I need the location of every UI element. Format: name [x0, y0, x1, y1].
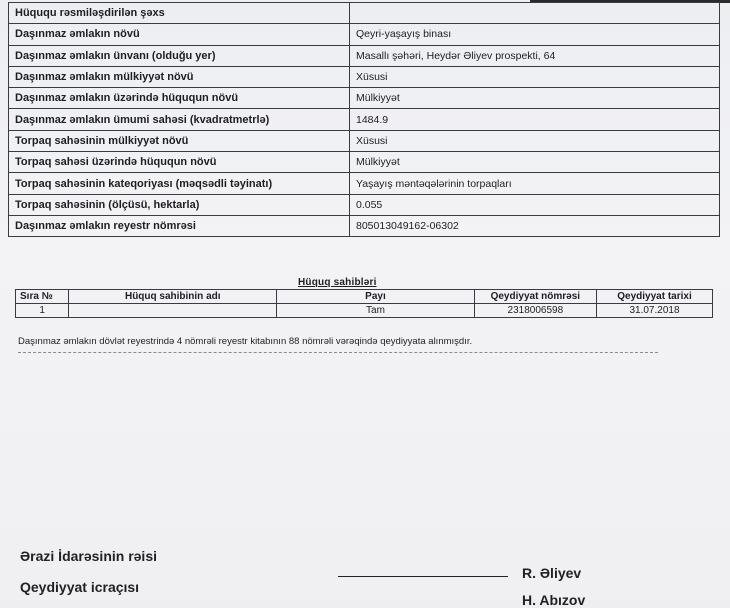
row-label: Hüququ rəsmiləşdirilən şəxs — [9, 3, 350, 24]
row-value: Mülkiyyət — [350, 152, 720, 173]
row-label: Daşınmaz əmlakın ümumi sahəsi (kvadratmetrlə) — [9, 109, 350, 130]
owners-table — [15, 289, 713, 318]
row-value: Masallı şəhəri, Heydər Əliyev prospekti, 64 — [350, 45, 720, 66]
row-label: Daşınmaz əmlakın mülkiyyət növü — [9, 66, 350, 87]
row-label: Torpaq sahəsinin kateqoriyası (məqsədli təyinatı) — [9, 173, 350, 194]
owner-share: Tam — [277, 304, 475, 318]
header-reg-no: Qeydiyyat nömrəsi — [474, 290, 596, 304]
row-label: Torpaq sahəsinin mülkiyyət növü — [9, 130, 350, 151]
dashed-divider — [18, 352, 658, 353]
table-row — [9, 24, 720, 45]
row-label: Torpaq sahəsinin (ölçüsü, hektarla) — [9, 194, 350, 215]
row-value: Xüsusi — [350, 66, 720, 87]
row-label: Daşınmaz əmlakın üzərində hüququn növü — [9, 88, 350, 109]
table-row — [9, 215, 720, 236]
header-reg-date: Qeydiyyat tarixi — [596, 290, 712, 304]
row-value: 805013049162-06302 — [350, 215, 720, 236]
owner-reg-no: 2318006598 — [474, 304, 596, 318]
signer-name-executor: H. Abızov — [522, 592, 586, 608]
owner-reg-date: 31.07.2018 — [596, 304, 712, 318]
row-value: Yaşayış məntəqələrinin torpaqları — [350, 173, 720, 194]
table-row — [9, 66, 720, 87]
header-name: Hüquq sahibinin adı — [69, 290, 277, 304]
row-label: Torpaq sahəsi üzərində hüququn növü — [9, 152, 350, 173]
table-row — [9, 88, 720, 109]
property-details-table — [8, 2, 720, 237]
signature-line — [338, 576, 508, 577]
owners-title-text: Hüquq sahibləri — [298, 277, 377, 288]
owner-no: 1 — [16, 304, 69, 318]
table-row — [9, 109, 720, 130]
table-row — [9, 173, 720, 194]
table-row — [16, 304, 713, 318]
row-value: 0.055 — [350, 194, 720, 215]
row-label: Daşınmaz əmlakın ünvanı (olduğu yer) — [9, 45, 350, 66]
signer-role-executor: Qeydiyyat icraçısı — [20, 579, 140, 595]
table-row — [9, 130, 720, 151]
owners-section-title — [298, 277, 377, 288]
table-row — [9, 3, 720, 24]
row-value: Xüsusi — [350, 130, 720, 151]
row-label: Daşınmaz əmlakın növü — [9, 24, 350, 45]
row-value — [350, 3, 720, 24]
signer-name-head: R. Əliyev — [522, 565, 582, 581]
table-row — [9, 152, 720, 173]
row-label: Daşınmaz əmlakın reyestr nömrəsi — [9, 215, 350, 236]
header-no: Sıra № — [16, 290, 69, 304]
row-value: Mülkiyyət — [350, 88, 720, 109]
owners-header-row — [16, 290, 713, 304]
header-share: Payı — [277, 290, 475, 304]
owner-name — [69, 304, 277, 318]
signer-role-head: Ərazi İdarəsinin rəisi — [20, 548, 157, 564]
row-value: 1484.9 — [350, 109, 720, 130]
row-value: Qeyri-yaşayış binası — [350, 24, 720, 45]
table-row — [9, 194, 720, 215]
registry-note: Daşınmaz əmlakın dövlət reyestrində 4 nömrəli reyestr kitabının 88 nömrəli vərəqində qeydiyyata alınmışdır. — [18, 336, 473, 347]
table-row — [9, 45, 720, 66]
